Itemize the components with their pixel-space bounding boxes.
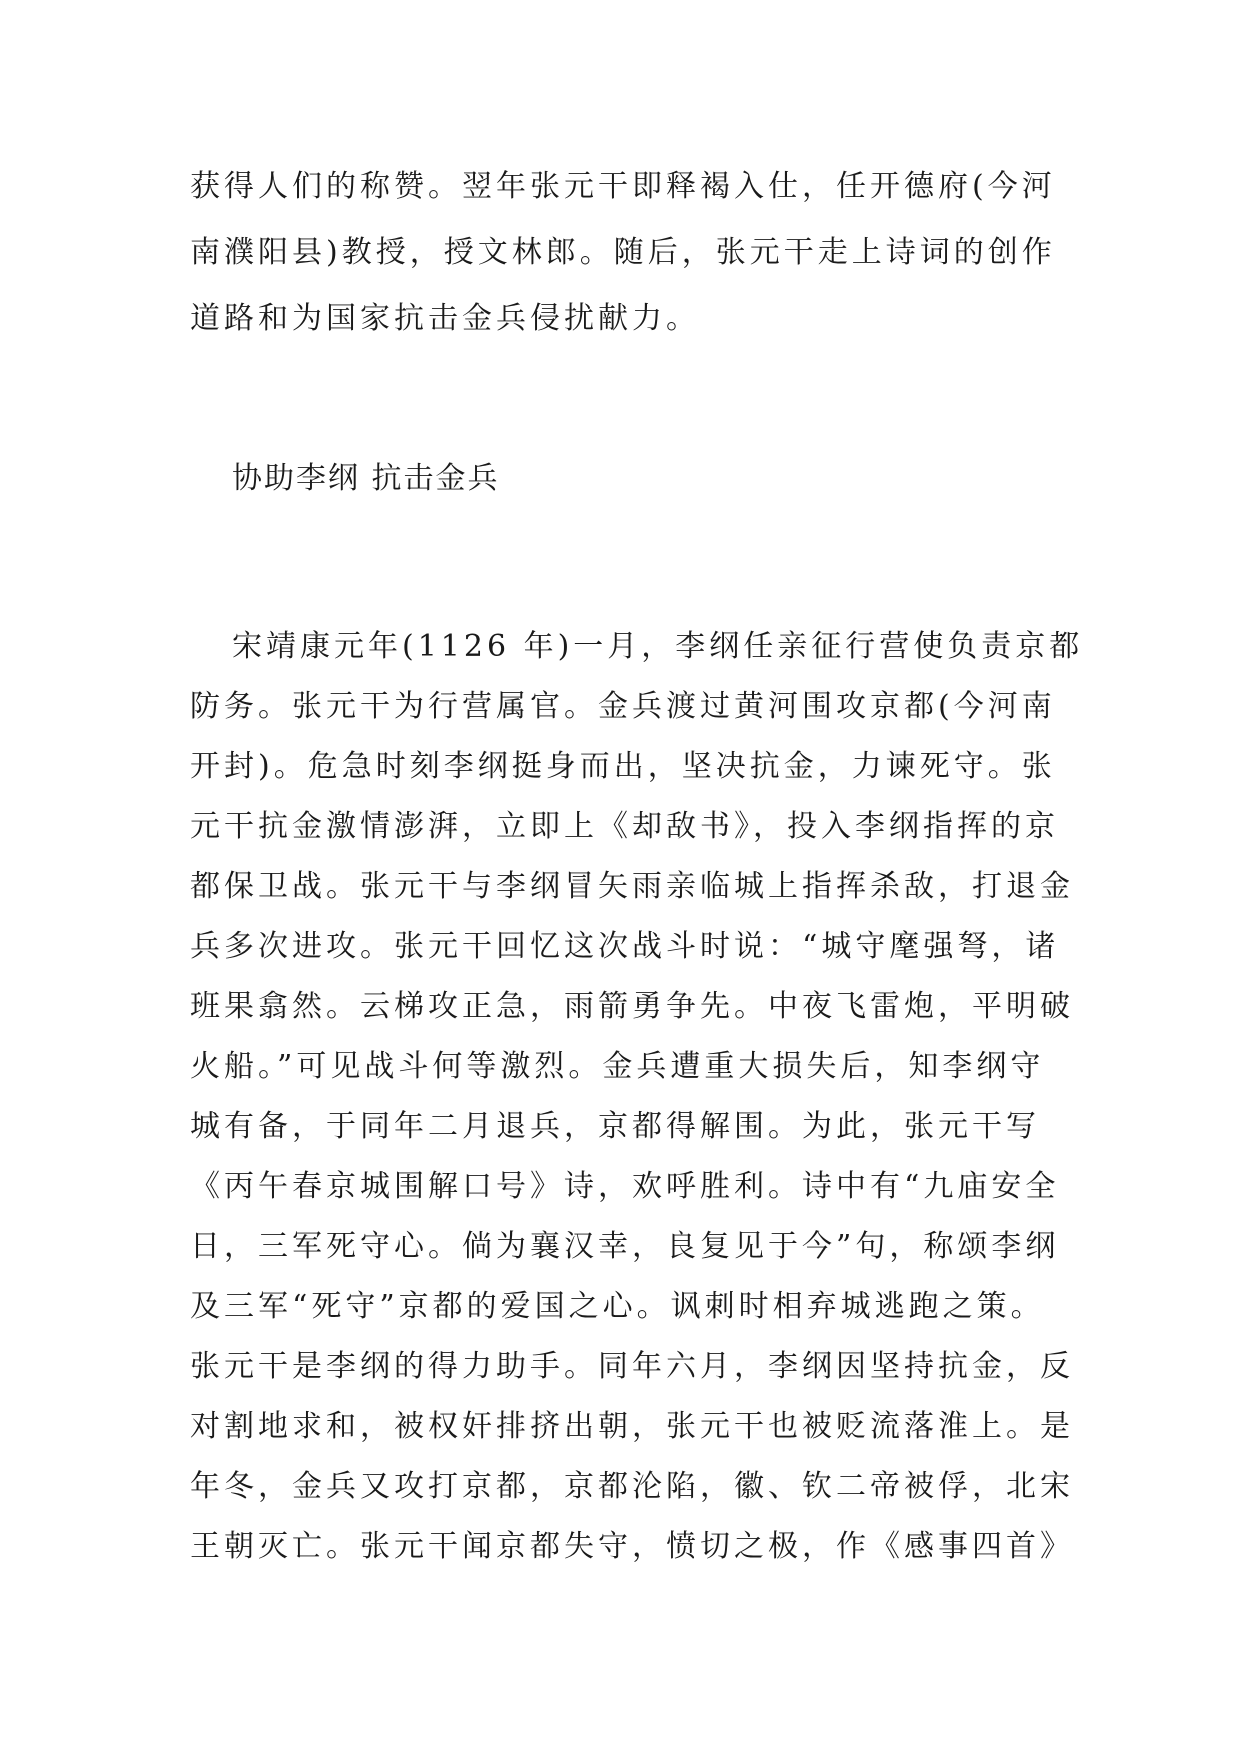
intro-line-2: 南濮阳县)教授，授文林郎。随后，张元干走上诗词的创作	[190, 235, 1056, 270]
body-line-3: 开封)。危急时刻李纲挺身而出，坚决抗金，力谏死守。张	[190, 749, 1056, 784]
body-line-2: 防务。张元干为行营属官。金兵渡过黄河围攻京都(今河南	[190, 689, 1056, 724]
body-line-12: 及三军“死守”京都的爱国之心。讽刺时相弃城逃跑之策。	[190, 1289, 1045, 1324]
body-line-11: 日，三军死守心。倘为襄汉幸，良复见于今”句，称颂李纲	[190, 1229, 1060, 1264]
body-line-7: 班果翕然。云梯攻正急，雨箭勇争先。中夜飞雷炮，平明破	[190, 989, 1074, 1024]
section-heading: 协助李纲 抗击金兵	[232, 461, 500, 496]
body-line-13: 张元干是李纲的得力助手。同年六月，李纲因坚持抗金，反	[190, 1349, 1074, 1384]
body-line-9: 城有备，于同年二月退兵，京都得解围。为此，张元干写	[190, 1109, 1040, 1144]
body-line-10: 《丙午春京城围解口号》诗，欢呼胜利。诗中有“九庙安全	[190, 1169, 1060, 1204]
body-line-6: 兵多次进攻。张元干回忆这次战斗时说：“城守麾强弩，诸	[190, 929, 1060, 964]
intro-line-1: 获得人们的称赞。翌年张元干即释褐入仕，任开德府(今河	[190, 169, 1056, 204]
body-line-16: 王朝灭亡。张元干闻京都失守，愤切之极，作《感事四首》	[190, 1529, 1074, 1564]
body-line-4: 元干抗金激情澎湃，立即上《却敌书》，投入李纲指挥的京	[190, 809, 1059, 844]
body-line-5: 都保卫战。张元干与李纲冒矢雨亲临城上指挥杀敌，打退金	[190, 869, 1074, 904]
body-line-8: 火船。”可见战斗何等激烈。金兵遭重大损失后，知李纲守	[190, 1049, 1045, 1084]
body-line-15: 年冬，金兵又攻打京都，京都沦陷，徽、钦二帝被俘，北宋	[190, 1469, 1074, 1504]
body-line-14: 对割地求和，被权奸排挤出朝，张元干也被贬流落淮上。是	[190, 1409, 1074, 1444]
intro-line-3: 道路和为国家抗击金兵侵扰献力。	[190, 301, 700, 336]
body-line-1: 宋靖康元年(1126 年)一月，李纲任亲征行营使负责京都	[232, 629, 1084, 664]
